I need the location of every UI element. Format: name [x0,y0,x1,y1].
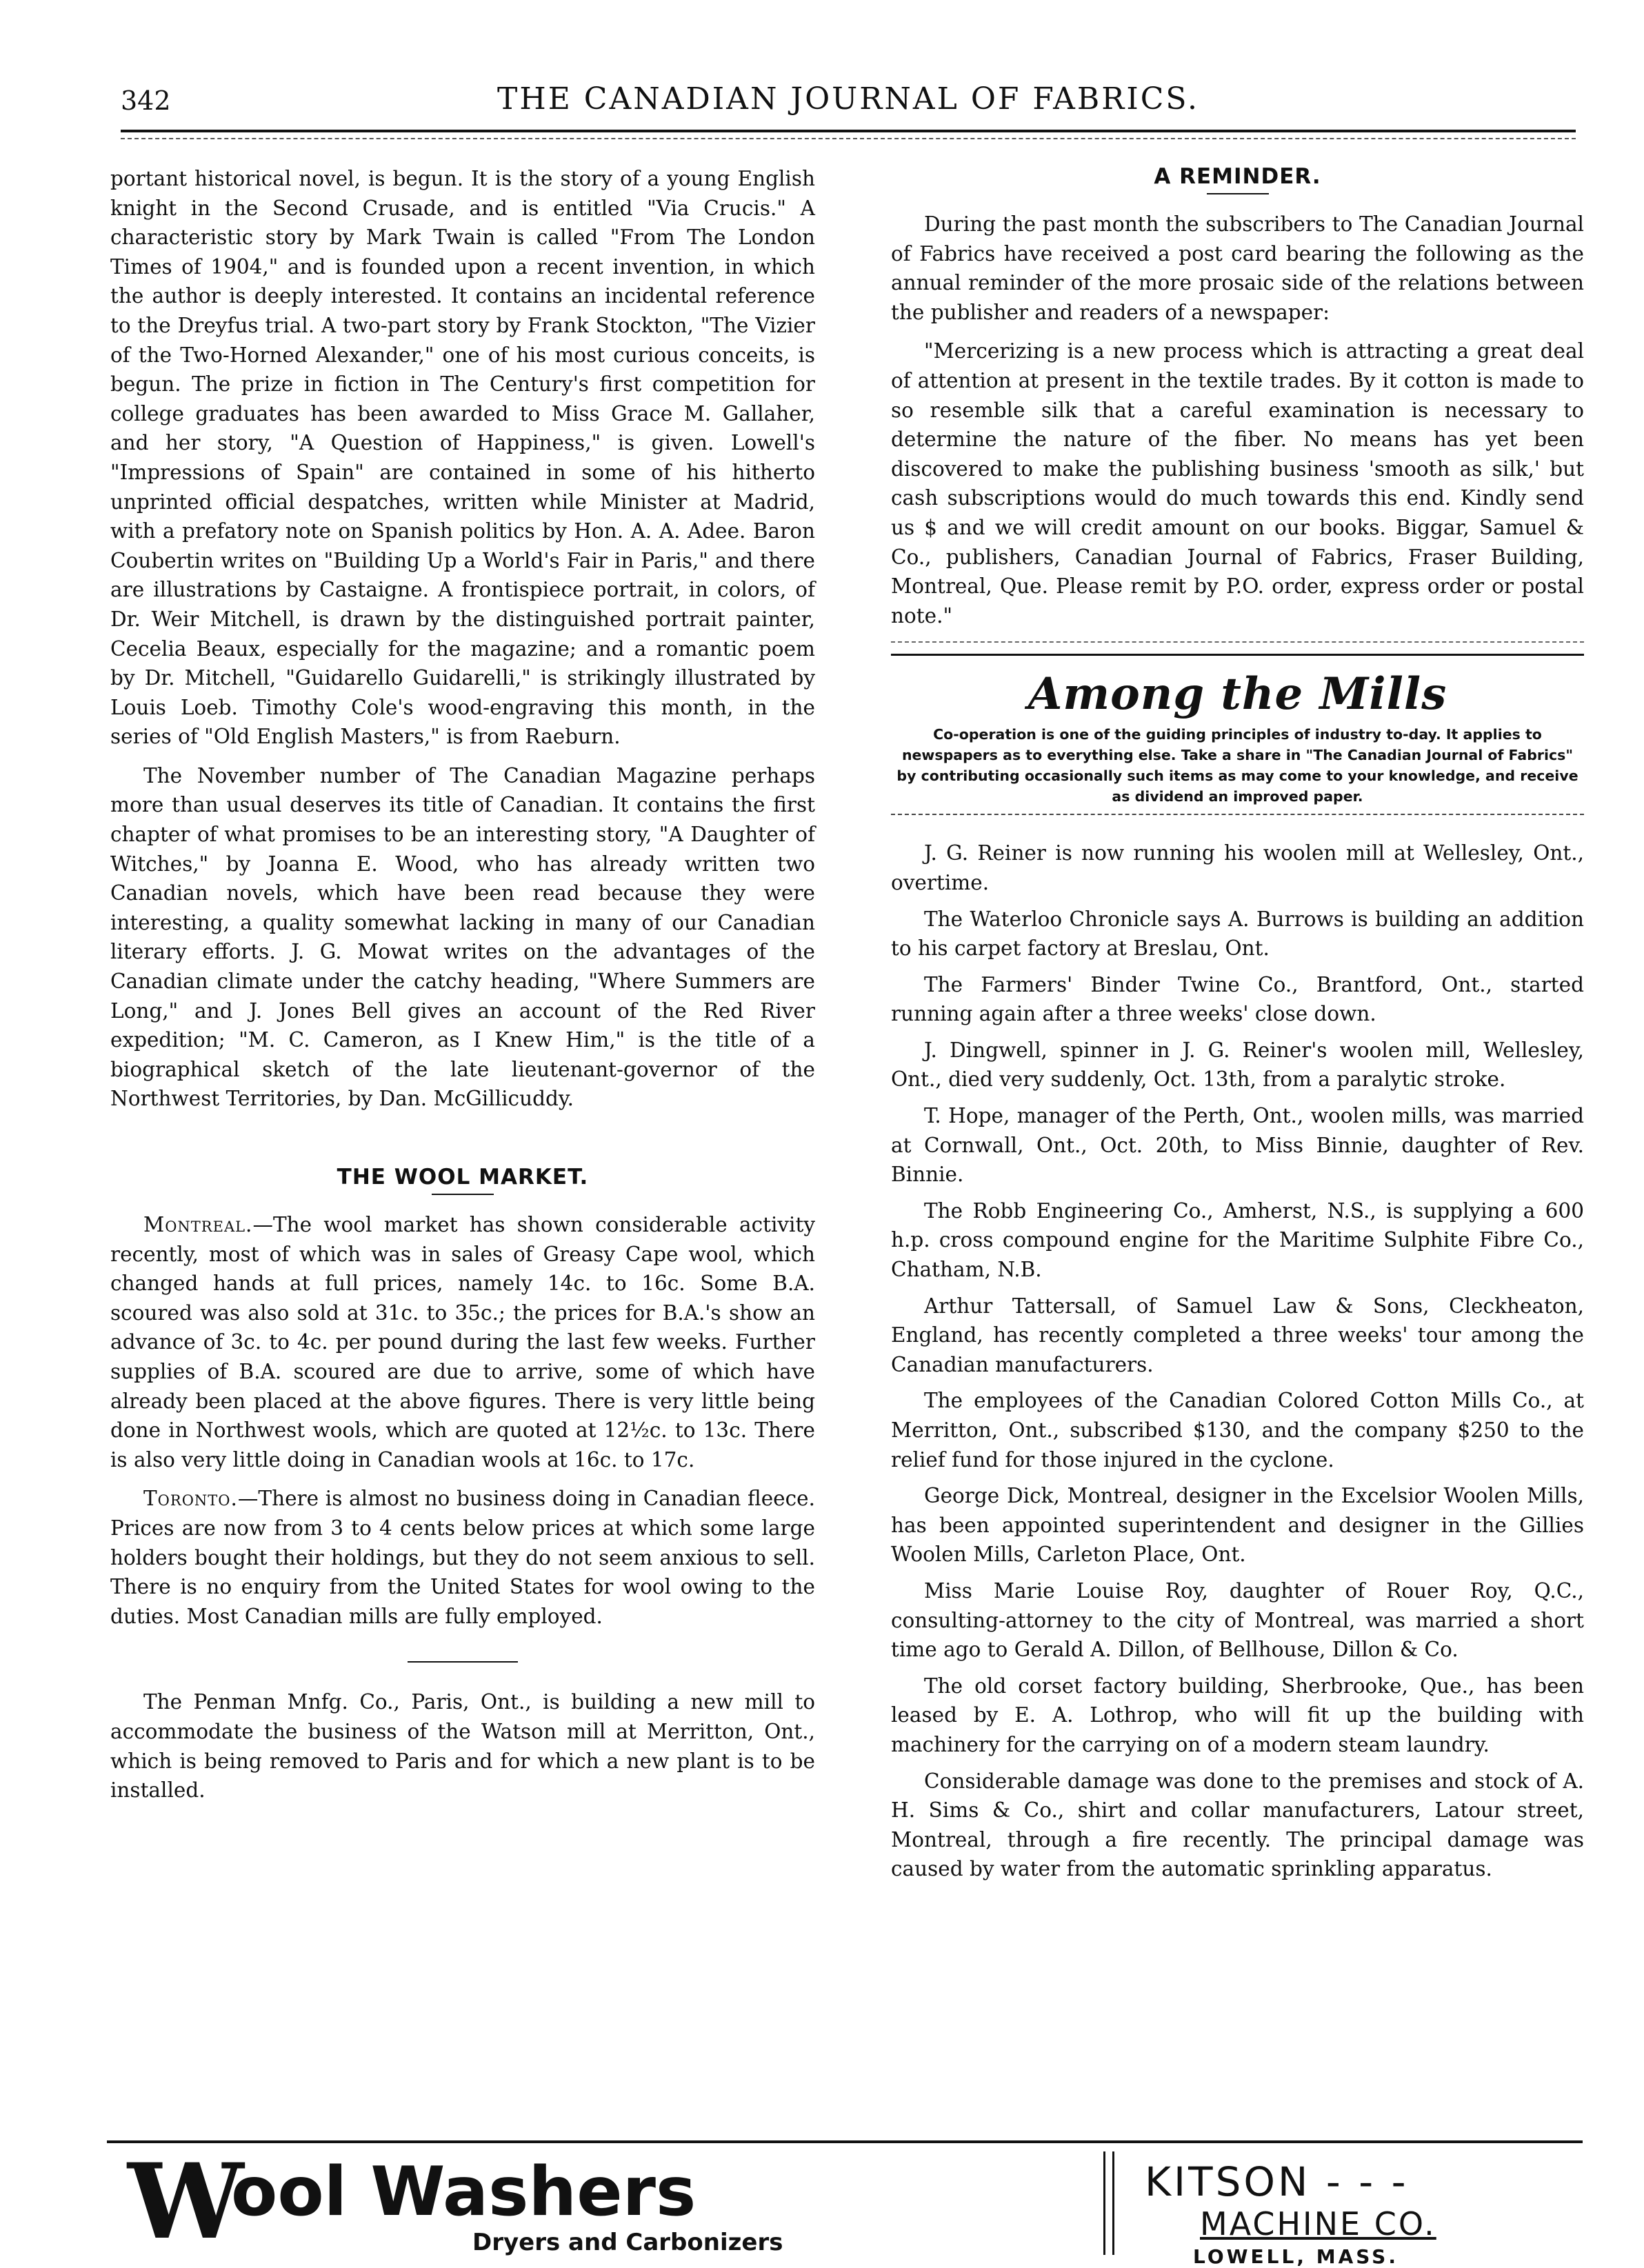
advert-subline: Dryers and Carbonizers [472,2229,783,2256]
wool-market-heading: THE WOOL MARKET. [337,1165,589,1190]
separator-rule [408,1661,518,1663]
advert-city: LOWELL, MASS. [1193,2245,1399,2268]
advert-top-rule [107,2140,1583,2143]
header-rule [121,130,1576,132]
mill-news-item: The Robb Engineering Co., Amherst, N.S., is supplying a 600 h.p. cross compound engine for the Maritime Sulphite Fibre Co., Chatham, N.B. [891,1198,1584,1282]
cooperation-note: Co-operation is one of the guiding principles of industry to-day. It applies to newspapers as to everything else. Take a share in "The Canadian Journal of Fabrics" by contributing occasionally such items as may come to your knowledge, and receive as dividend an improved paper. [896,726,1578,805]
montreal-text: —The wool market has shown considerable activity recently, most of which was in sales of Greasy Cape wool, which changed hands at full prices, namely 14c. to 16c. Some B.A. scoured was also sold at 31c. to 35c.; the prices for B.A.'s show an advance of 3c. to 4c. per pound during the last few weeks. Further supplies of B.A. scoured are due to arrive, some of which have already been placed at the above figures. There is very little being done in Northwest wools, which are quoted at 12½c. to 13c. There is also very little doing in Canadian wools at 16c. to 17c. [110,1213,815,1472]
reminder-postcard-text: "Mercerizing is a new process which is attracting a great deal of attention at present in the textile trades. By it cotton is made to so resemble silk that a careful examination is necessary to determine the nature of the fiber. No means has yet been discovered to make the publishing business 'smooth as silk,' but cash subscriptions would do much towards this end. Kindly send us $ and we will credit amount on our books. Biggar, Samuel & Co., publishers, Canadian Journal of Fabrics, Fraser Building, Montreal, Que. Please remit by P.O. order, express order or postal note." [891,339,1584,628]
among-the-mills-title: Among the Mills [1028,668,1447,721]
canadian-magazine-paragraph: The November number of The Canadian Magazine perhaps more than usual deserves its title of Canadian. It contains the first chapter of what promises to be an interesting story, "A Daughter of Witches," by Joanna E. Wood, who has already written two Canadian novels, which have been read because they were interesting, a quality somewhat lacking in many of our Canadian literary efforts. J. G. Mowat writes on the advantages of the Canadian climate under the catchy heading, "Where Summers are Long," and J. Jones Bell gives an account of the Red River expedition; "M. C. Cameron, as I Knew Him," is the title of a biographical sketch of the late lieutenant-governor of the Northwest Territories, by Dan. McGillicuddy. [110,763,815,1111]
advert-company-name: KITSON - - - [1145,2158,1409,2205]
toronto-paragraph [110,1484,815,1631]
wool-washers-advert [114,2141,1590,2268]
note-divider [891,814,1584,815]
penman-paragraph: The Penman Mnfg. Co., Paris, Ont., is building a new mill to accommodate the business of the Watson mill at Merritton, Ont., which is being removed to Paris and for which a new plant is to be installed. [110,1690,815,1803]
heading-rule [1207,193,1269,194]
mill-news-item: T. Hope, manager of the Perth, Ont., woolen mills, was married at Cornwall, Ont., Oct. 20th, to Miss Binnie, daughter of Rev. Binnie. [891,1104,1584,1187]
toronto-lead: Toronto. [143,1487,238,1511]
mill-news-list [891,839,1584,1884]
page-header [121,81,1576,123]
section-divider [891,641,1584,643]
toronto-text: —There is almost no business doing in Canadian fleece. Prices are now from 3 to 4 cents below prices at which some large holders bought their holdings, but they do not seem anxious to sell. There is no enquiry from the United States for wool owing to the duties. Most Canadian mills are fully employed. [110,1487,815,1628]
right-column [891,164,1584,1891]
montreal-lead: Montreal. [143,1213,253,1236]
header-rule-dashed [121,138,1576,139]
mill-news-item: J. Dingwell, spinner in J. G. Reiner's woolen mill, Wellesley, Ont., died very suddenly, Oct. 13th, from a paralytic stroke. [891,1038,1584,1092]
mill-news-item: George Dick, Montreal, designer in the Excelsior Woolen Mills, has been appointed superintendent and designer in the Gillies Woolen Mills, Carleton Place, Ont. [891,1484,1584,1567]
advert-headline: ool Washers [231,2153,696,2231]
mill-news-item: J. G. Reiner is now running his woolen mill at Wellesley, Ont., overtime. [891,841,1584,894]
mill-news-item: Arthur Tattersall, of Samuel Law & Sons, Cleckheaton, England, has recently completed a three weeks' tour among the Canadian manufacturers. [891,1294,1584,1376]
left-column [110,164,815,1815]
page-number: 342 [121,86,171,116]
advert-company-suffix: MACHINE CO. [1200,2205,1436,2242]
mill-news-item: The Waterloo Chronicle says A. Burrows is building an addition to his carpet factory at Breslau, Ont. [891,907,1584,961]
mill-news-item: The Farmers' Binder Twine Co., Brantford, Ont., started running again after a three weeks' close down. [891,972,1584,1026]
mill-news-item: The employees of the Canadian Colored Cotton Mills Co., at Merritton, Ont., subscribed $130, and the company $250 to the relief fund for those injured in the cyclone. [891,1389,1584,1472]
mill-news-item: Considerable damage was done to the premises and stock of A. H. Sims & Co., shirt and collar manufacturers, Latour street, Montreal, through a fire recently. The principal damage was caused by water from the automatic sprinkling apparatus. [891,1769,1584,1881]
advert-divider [1103,2151,1114,2255]
advert-company-block [1145,2158,1586,2268]
reminder-paragraph: During the past month the subscribers to The Canadian Journal of Fabrics have received a post card bearing the following as the annual reminder of the more prosaic side of the relations between the publisher and readers of a newspaper: [891,212,1584,324]
montreal-paragraph [110,1210,815,1474]
century-magazine-paragraph: portant historical novel, is begun. It is the story of a young English knight in the Second Crusade, and is entitled "Via Crucis." A characteristic story by Mark Twain is called "From The London Times of 1904," and is founded upon a recent invention, in which the author is deeply interested. It contains an incidental reference to the Dreyfus trial. A two-part story by Frank Stockton, "The Vizier of the Two-Horned Alexander," one of his most curious conceits, is begun. The prize in fiction in The Century's first competition for college graduates has been awarded to Miss Grace M. Gallaher, and her story, "A Question of Happiness," is given. Lowell's "Impressions of Spain" are contained in some of his hitherto unprinted official despatches, written while Minister at Madrid, with a prefatory note on Spanish politics by Hon. A. A. Adee. Baron Coubertin writes on "Building Up a World's Fair in Paris," and there are illustrations by Castaigne. A frontispiece portrait, in colors, of Dr. Weir Mitchell, is drawn by the distinguished portrait painter, Cecelia Beaux, especially for the magazine; and a romantic poem by Dr. Mitchell, "Guidarello Guidarelli," is strikingly illustrated by Louis Loeb. Timothy Cole's wood-engraving this month, in the series of "Old English Masters," is from Raeburn. [110,167,815,749]
mill-news-item: The old corset factory building, Sherbrooke, Que., has been leased by E. A. Lothrop, who will fit up the building with machinery for the carrying on of a modern steam laundry. [891,1674,1584,1756]
reminder-heading: A REMINDER. [1154,164,1321,189]
advert-initial-letter: W [128,2141,244,2262]
journal-title: THE CANADIAN JOURNAL OF FABRICS. [497,81,1199,117]
heading-rule [432,1194,494,1195]
section-divider-solid [891,654,1584,656]
mill-news-item: Miss Marie Louise Roy, daughter of Rouer Roy, Q.C., consulting-attorney to the city of Montreal, was married a short time ago to Gerald A. Dillon, of Bellhouse, Dillon & Co. [891,1578,1584,1662]
